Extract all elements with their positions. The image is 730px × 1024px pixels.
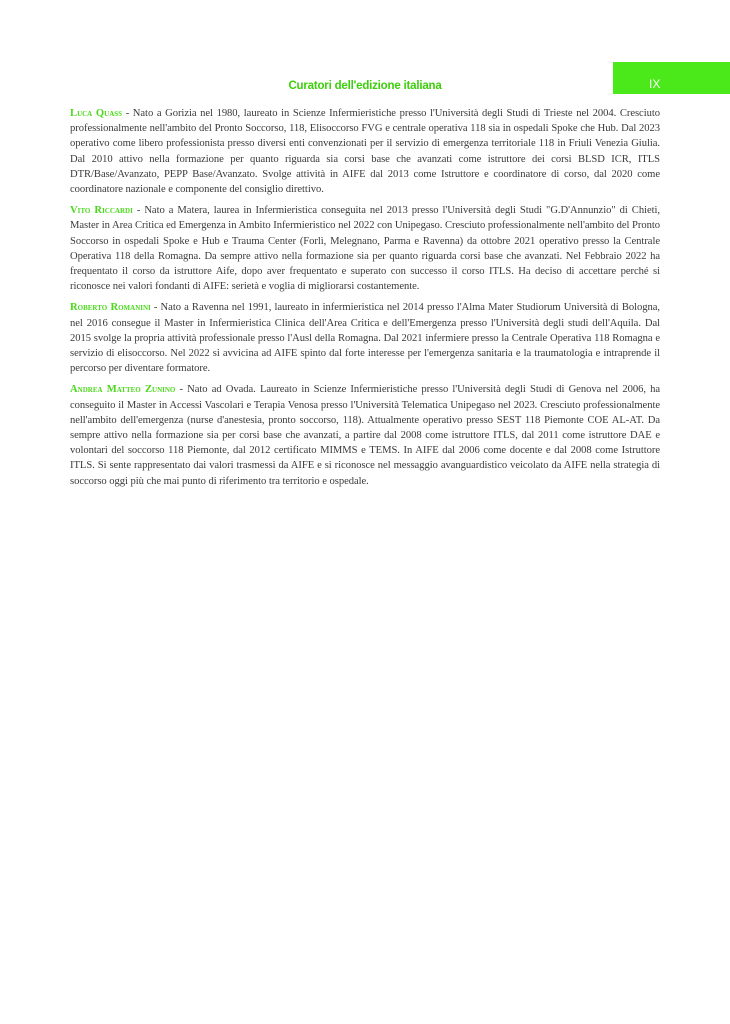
bio-text: - Nato ad Ovada. Laureato in Scienze Infermieristiche presso l'Università degli Studi di Genova nel 2006, ha conseguito il Master in Accessi Vascolari e Terapia Venosa presso l'Università Telematica Unipegaso nel 2023. Cresciuto professionalmente nell'ambito dell'emergenza (nurse d'anestesia, pronto soccorso, 118). Attualmente operativo presso SEST 118 Piemonte COE AL-AT. Da sempre attivo nella formazione sia per corsi base che avanzati, a partire dal 2008 come istruttore ITLS, dal 2011 come istruttore DAE e volontari del soccorso 118 Piemonte, dal 2012 certificato MIMMS e TEMS. In AIFE dal 2006 come docente e dal 2008 come Istruttore ITLS. Si sente rappresentato dai valori trasmessi da AIFE e si riconosce nel messaggio avanguardistico veicolato da AIFE nella strategia di soccorso oggi più che mai punto di riferimento tra territorio e ospedale. [70,384,660,487]
page-title: Curatori dell'edizione italiana [288,80,442,92]
bio-paragraph [70,300,660,376]
page-number: IX [649,77,661,91]
bio-name: Roberto Romanini [70,302,151,314]
bio-name: Andrea Matteo Zunino [70,384,176,396]
bio-paragraph [70,106,660,197]
bio-paragraph [70,203,660,294]
page-number-tab [613,62,730,94]
bio-text: - Nato a Ravenna nel 1991, laureato in infermieristica nel 2014 presso l'Alma Mater Studiorum Università di Bologna, nel 2016 consegue il Master in Infermieristica Clinica dell'Area Critica e dell'Emergenza presso l'Università degli studi dell'Aquila. Dal 2015 svolge la propria attività professionale presso l'Ausl della Romagna. Dal 2021 infermiere presso la Centrale Operativa 118 Romagna e servizio di elisoccorso. Nel 2022 si avvicina ad AIFE spinto dal forte interesse per l'emergenza sanitaria e la traumatologia e intraprende il percorso per diventare formatore. [70,302,661,375]
bio-name: Vito Riccardi [70,205,133,217]
bio-text: - Nato a Matera, laurea in Infermieristica conseguita nel 2013 presso l'Università degli Studi "G.D'Annunzio" di Chieti, Master in Area Critica ed Emergenza in Ambito Infermieristico nel 2022 con Unipegaso. Cresciuto professionalmente nell'ambito del Pronto Soccorso in ospedali Spoke e Hub e Trauma Center (Forlì, Melegnano, Parma e Ravenna) da ottobre 2021 operativo presso la Centrale Operativa 118 della Romagna. Da sempre attivo nella formazione sia per quanto riguarda corsi base che avanzati. Nel Febbraio 2022 ha frequentato il corso da istruttore Aife, dopo aver frequentato e superato con successo il corso ITLS. Ha deciso di accettare perché si riconosce nei valori fondanti di AIFE: serietà e voglia di migliorarsi costantemente. [70,205,660,293]
bio-paragraph [70,382,660,488]
bio-text: - Nato a Gorizia nel 1980, laureato in Scienze Infermieristiche presso l'Università degli Studi di Trieste nel 2004. Cresciuto professionalmente nell'ambito del Pronto Soccorso, 118, Elisoccorso FVG e centrale operativa 118 sia in ospedali Spoke che Hub. Dal 2023 operativo come libero professionista presso diversi enti convenzionati per il servizio di emergenza territoriale 118 in Friuli Venezia Giulia. Dal 2010 attivo nella formazione per quanto riguarda sia corsi base che avanzati come istruttore dei corsi BLSD ICR, ITLS DTR/Base/Avanzato, PEPP Base/Avanzato. Svolge attività in AIFE dal 2013 come Istruttore e coordinatore di corso, dal 2020 come coordinatore nazionale e componente del consiglio direttivo. [70,108,660,196]
bio-name: Luca Quass [70,108,123,119]
curators-section [70,106,660,495]
